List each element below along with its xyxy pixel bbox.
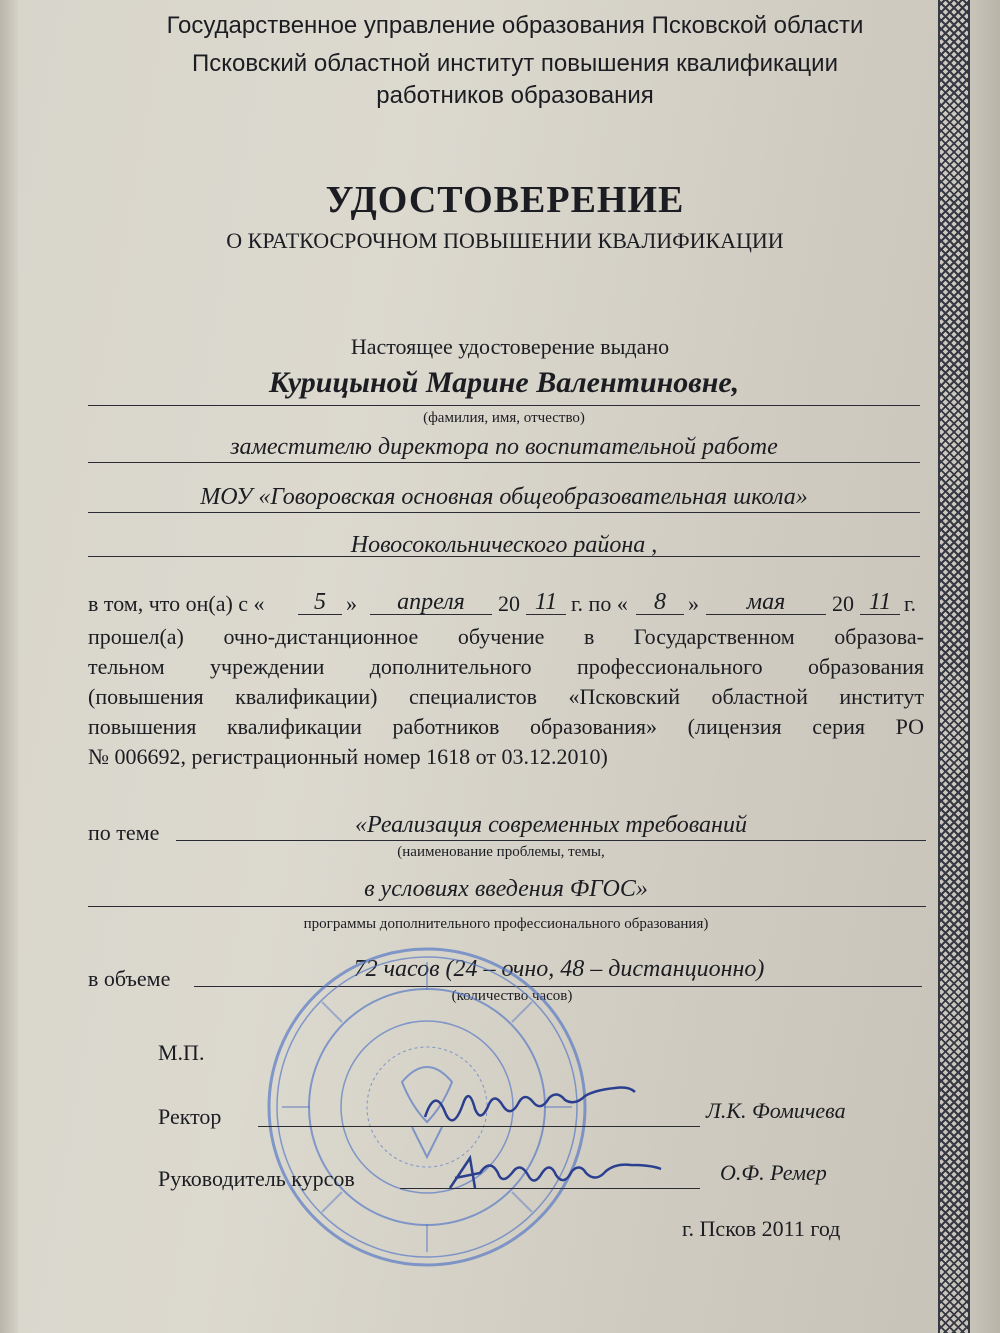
document-title: УДОСТОВЕРЕНИЕ xyxy=(325,179,685,221)
name-underline xyxy=(88,405,920,406)
topic-label: по теме xyxy=(88,820,160,845)
recipient-organization: МОУ «Говоровская основная общеобразовательная школа» xyxy=(200,484,808,510)
recipient-name: Курицыной Марине Валентиновне, xyxy=(268,366,740,399)
to-year-prefix: 20 xyxy=(832,591,854,616)
issued-to-label: Настоящее удостоверение выдано xyxy=(350,334,670,359)
to-day: 8 xyxy=(654,589,666,615)
quote-close-1: » xyxy=(346,591,357,616)
to-month-line xyxy=(706,614,826,615)
from-year-line xyxy=(526,614,566,615)
header-line-1: Государственное управление образования Псковской области xyxy=(166,12,864,39)
topic-caption-2: программы дополнительного профессионального образования) xyxy=(303,916,709,932)
from-year-prefix: 20 xyxy=(498,591,520,616)
to-month: мая xyxy=(746,589,786,615)
footer-place-year: г. Псков 2011 год xyxy=(682,1216,841,1241)
topic-underline-2 xyxy=(88,906,926,907)
rector-signature xyxy=(420,1082,720,1132)
rector-name: Л.К. Фомичева xyxy=(706,1098,846,1123)
volume-label: в объеме xyxy=(88,966,171,991)
name-caption: (фамилия, имя, отчество) xyxy=(423,410,585,426)
from-day: 5 xyxy=(314,589,326,615)
to-year-line xyxy=(860,614,900,615)
volume-value: 72 часов (24 – очно, 48 – дистанционно) xyxy=(353,956,765,982)
to-prefix: г. по « xyxy=(571,591,628,616)
recipient-district: Новосокольнического района , xyxy=(350,532,658,558)
to-day-line xyxy=(636,614,684,615)
body-line-2: тельном учреждении дополнительного профессионального образования xyxy=(88,654,924,679)
to-year: 11 xyxy=(868,589,892,615)
body-line-5: № 006692, регистрационный номер 1618 от 03.12.2010) xyxy=(88,744,608,769)
volume-caption: (количество часов) xyxy=(451,988,573,1004)
body-line-3: (повышения квалификации) специалистов «Псковский областной институт xyxy=(88,684,924,709)
page-edge xyxy=(970,0,1000,1333)
header-line-3: работников образования xyxy=(376,82,654,109)
from-day-line xyxy=(298,614,342,615)
topic-underline-1 xyxy=(176,840,926,841)
course-head-label: Руководитель курсов xyxy=(158,1166,355,1191)
dates-prefix: в том, что он(а) с « xyxy=(88,591,265,616)
from-month-line xyxy=(370,614,492,615)
course-head-name: О.Ф. Ремер xyxy=(720,1160,827,1185)
dates-suffix: г. xyxy=(904,591,917,616)
rector-label: Ректор xyxy=(158,1104,222,1129)
course-head-signature xyxy=(440,1148,710,1198)
document-subtitle: О КРАТКОСРОЧНОМ ПОВЫШЕНИИ КВАЛИФИКАЦИИ xyxy=(226,228,784,253)
topic-line-1: «Реализация современных требований xyxy=(355,812,747,838)
quote-close-2: » xyxy=(688,591,699,616)
recipient-position: заместителю директора по воспитательной работе xyxy=(230,434,778,460)
topic-line-2: в условиях введения ФГОС» xyxy=(364,876,648,902)
body-line-4: повышения квалификации работников образования» (лицензия серия РО xyxy=(88,714,924,739)
body-line-1: прошел(а) очно-дистанционное обучение в Государственном образова- xyxy=(88,624,924,649)
from-year: 11 xyxy=(534,589,558,615)
district-underline xyxy=(88,556,920,557)
from-month: апреля xyxy=(397,589,465,615)
paper-fold-shadow xyxy=(0,0,18,1333)
seal-label: М.П. xyxy=(158,1040,205,1065)
topic-caption-1: (наименование проблемы, темы, xyxy=(397,844,605,860)
position-underline xyxy=(88,462,920,463)
organization-underline xyxy=(88,512,920,513)
decorative-border xyxy=(938,0,970,1333)
header-line-2: Псковский областной институт повышения квалификации xyxy=(192,50,838,77)
